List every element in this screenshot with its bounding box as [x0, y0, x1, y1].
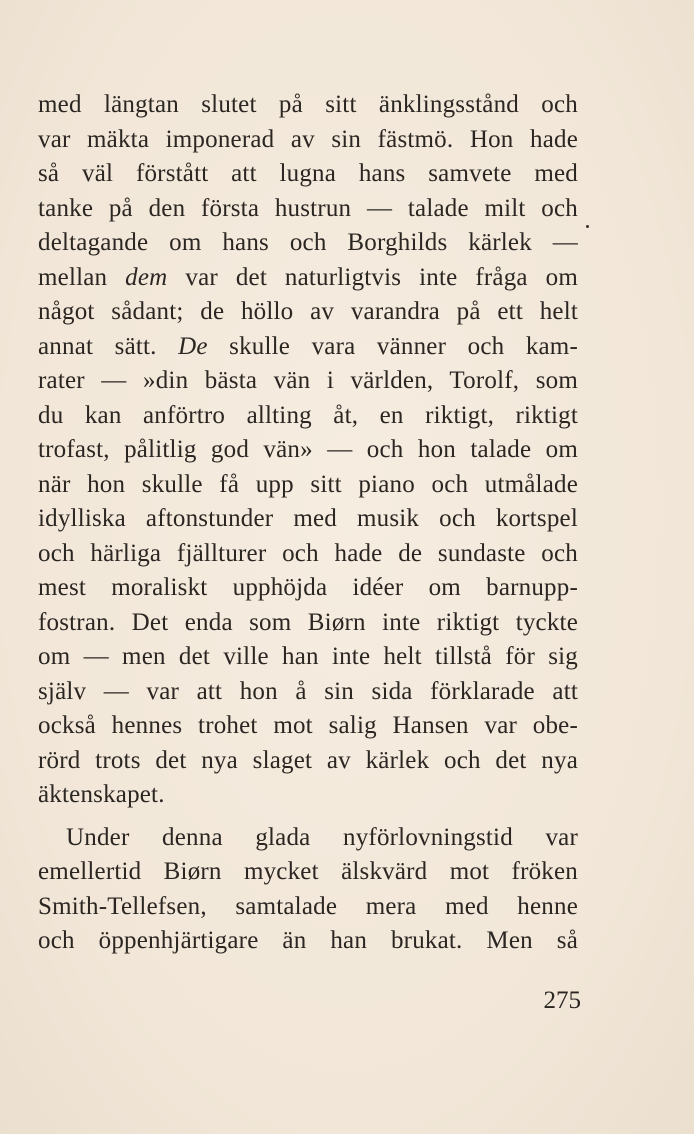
print-speck: [586, 225, 589, 228]
text-run: skulle vara vänner och kam-: [207, 332, 578, 360]
italic-word: De: [178, 332, 208, 360]
text-line: om — men det ville han inte helt tillstå för sig: [38, 643, 578, 670]
paragraph-2: [38, 821, 578, 959]
body-text: [38, 88, 578, 959]
italic-word: dem: [125, 263, 168, 291]
text-line: och härliga fjällturer och hade de sundaste och: [38, 539, 578, 567]
text-line: också hennes trohet mot salig Hansen var obe-: [38, 712, 578, 739]
text-line: så väl förstått att lugna hans samvete med: [38, 160, 578, 187]
text-line: [38, 330, 578, 365]
text-line: något sådant; de höllo av varandra på ett helt: [38, 298, 578, 325]
text-line: tanke på den första hustrun — talade milt och: [38, 194, 578, 222]
text-line: emellertid Biørn mycket älskvärd mot fröken: [38, 858, 578, 885]
text-run: var det naturligtvis inte fråga om: [167, 263, 578, 291]
text-line: deltagande om hans och Borghilds kärlek —: [38, 229, 578, 256]
text-line: rater — »din bästa vän i världen, Torolf, som: [38, 367, 578, 394]
paragraph-1: [38, 88, 578, 813]
text-line: med längtan slutet på sitt änklingsstånd och: [38, 91, 578, 118]
text-line: och öppenhjärtigare än han brukat. Men så: [38, 927, 578, 954]
text-line: du kan anförtro allting åt, en riktigt, riktigt: [38, 401, 578, 429]
text-run: mellan: [38, 263, 126, 291]
page-number: 275: [543, 987, 581, 1014]
paragraph-gap: [38, 813, 578, 821]
text-line: trofast, pålitlig god vän» — och hon talade om: [38, 436, 578, 463]
text-run: annat sätt.: [38, 332, 179, 360]
text-line: när hon skulle få upp sitt piano och utmålade: [38, 470, 578, 498]
text-line: mest moraliskt upphöjda idéer om barnupp-: [38, 574, 578, 601]
text-line: rörd trots det nya slaget av kärlek och det nya: [38, 746, 578, 774]
text-line: äktenskapet.: [38, 781, 165, 808]
text-line: fostran. Det enda som Biørn inte riktigt tyckte: [38, 608, 578, 636]
text-line: idylliska aftonstunder med musik och kortspel: [38, 505, 578, 532]
text-line: Under denna glada nyförlovningstid var: [66, 823, 578, 851]
text-line: [38, 261, 578, 296]
text-line: själv — var att hon å sin sida förklarade att: [38, 677, 578, 705]
text-line: var mäkta imponerad av sin fästmö. Hon hade: [38, 125, 578, 153]
text-line: Smith-Tellefsen, samtalade mera med henne: [38, 892, 578, 920]
